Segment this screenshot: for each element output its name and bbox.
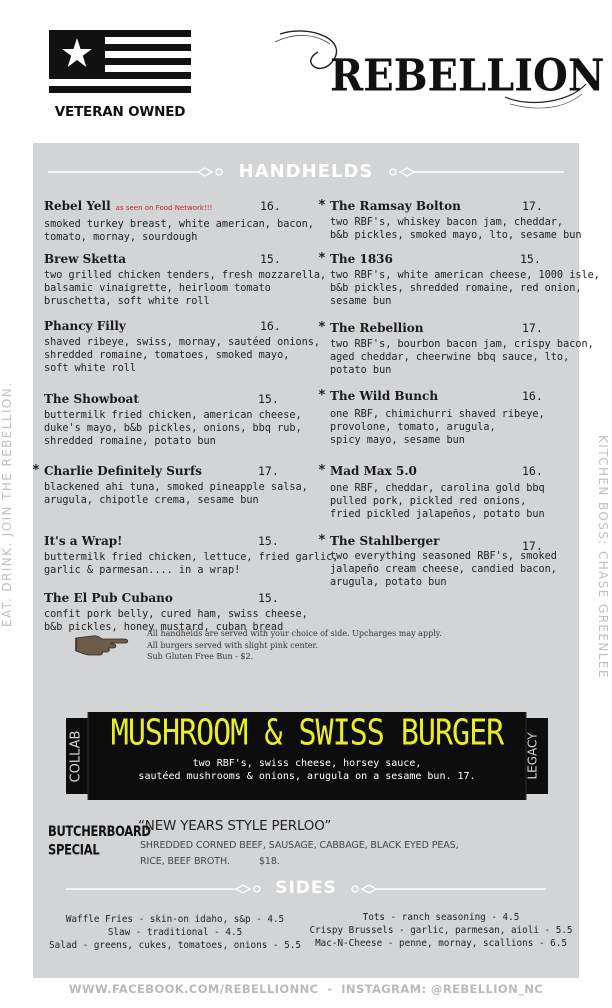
side-item: Slaw - traditional - 4.5 <box>107 927 243 938</box>
item-desc-line: tomato, mornay, sourdough <box>44 232 198 243</box>
item-desc-line: one RBF, cheddar, carolina gold bbq <box>330 483 545 494</box>
collab-description <box>96 757 518 783</box>
butcherboard-label <box>48 822 151 860</box>
special-desc-line: RICE, BEEF BROTH. $18. <box>140 856 280 867</box>
sides-title: SIDES <box>275 878 337 898</box>
item-desc-line: balsamic vinaigrette, heirloom tomato <box>44 283 271 294</box>
item-desc-line: two RBF's, white american cheese, 1000 isle, <box>330 270 600 281</box>
divider-right-icon <box>384 165 564 179</box>
kitchen-boss-vertical: KITCHEN BOSS: CHASE GREENLEE <box>596 435 610 679</box>
item-desc-line: b&b pickles, shredded romaine, red onion, <box>330 283 582 294</box>
divider-right-icon <box>346 882 546 896</box>
side-item: Waffle Fries - skin-on idaho, s&p - 4.5 <box>65 914 285 925</box>
brand-title: REBELLION <box>330 50 605 102</box>
item-desc-line: one RBF, chimichurri shaved ribeye, <box>330 409 545 420</box>
item-name: The 1836 <box>330 252 393 266</box>
special-description <box>140 838 459 870</box>
menu-item-brew-sketta <box>44 252 327 308</box>
item-desc-line: duke's mayo, b&b pickles, onions, bbq rub, <box>44 423 302 434</box>
side-item: Crispy Brussels - garlic, parmesan, aioli - 5.5 <box>309 925 573 936</box>
collab-desc-line: two RBF's, swiss cheese, horsey sauce, <box>192 758 422 769</box>
item-price: 16. <box>260 199 281 213</box>
item-desc-line: aged cheddar, cheerwine bbq sauce, lto, <box>330 352 570 363</box>
item-desc-line: buttermilk fried chicken, american cheese, <box>44 410 302 421</box>
menu-item-ramsay-bolton <box>318 198 582 242</box>
divider-left-icon <box>48 165 228 179</box>
side-item: Tots - ranch seasoning - 4.5 <box>362 912 520 923</box>
item-desc-line: buttermilk fried chicken, lettuce, fried garlic, <box>44 552 339 563</box>
star-icon: * <box>318 388 326 403</box>
menu-item-the-1836 <box>318 251 600 308</box>
sides-left-list <box>30 913 320 952</box>
handhelds-title: HANDHELDS <box>238 161 374 182</box>
veteran-owned-label: VETERAN OWNED <box>54 104 186 120</box>
item-price: 17. <box>522 199 543 213</box>
item-desc-line: shredded romaine, tomatoes, smoked mayo, <box>44 350 290 361</box>
item-price: 17. <box>258 464 279 478</box>
item-name: Charlie Definitely Surfs <box>44 464 202 478</box>
item-name: The Stahlberger <box>330 534 440 548</box>
item-name: Phancy Filly <box>44 319 126 333</box>
item-price: 16. <box>522 464 543 478</box>
menu-item-the-showboat <box>44 392 302 448</box>
menu-item-phancy-filly <box>44 319 321 375</box>
star-icon: * <box>318 251 326 266</box>
item-price: 15. <box>258 591 279 605</box>
item-price: 15. <box>520 252 541 266</box>
item-desc-line: arugula, chipotle crema, sesame bun <box>44 495 259 506</box>
item-desc-line: pulled pork, pickled red onions, <box>330 496 527 507</box>
item-name: The Ramsay Bolton <box>330 199 461 213</box>
menu-item-its-a-wrap <box>44 534 339 577</box>
legacy-label <box>521 721 545 791</box>
menu-item-rebel-yell <box>44 199 314 244</box>
item-desc-line: provolone, tomato, arugula, <box>330 422 496 433</box>
collab-desc-line: sautéed mushrooms & onions, arugula on a sesame bun. 17. <box>138 771 476 782</box>
menu-item-the-stahlberger <box>318 533 570 589</box>
note-line: All burgers served with slight pink center. <box>147 640 319 650</box>
menu-item-the-wild-bunch <box>318 388 560 447</box>
star-icon: * <box>318 320 326 335</box>
item-price: 16. <box>260 319 281 333</box>
sides-right-list <box>286 911 596 950</box>
side-item: Mac-N-Cheese - penne, mornay, scallions - 6.5 <box>315 938 567 949</box>
item-desc-line: arugula, potato bun <box>330 577 447 588</box>
item-name: Mad Max 5.0 <box>330 464 417 478</box>
footer-social: WWW.FACEBOOK.COM/REBELLIONNC - INSTAGRAM: @REBELLION_NC <box>68 982 544 996</box>
item-desc-line: garlic & parmesan.... in a wrap! <box>44 565 241 576</box>
item-price: 15. <box>258 392 279 406</box>
item-desc-line: soft white roll <box>44 363 137 374</box>
item-name: Rebel Yell <box>44 199 111 213</box>
item-desc-line: two RBF's, whiskey bacon jam, cheddar, <box>330 217 564 228</box>
item-desc-line: sesame bun <box>330 296 392 307</box>
item-note: as seen on Food Network!!! <box>115 204 213 212</box>
item-name: The Showboat <box>44 392 139 406</box>
divider-left-icon <box>66 882 266 896</box>
item-desc-line: confit pork belly, cured ham, swiss cheese, <box>44 609 308 620</box>
note-line: All handhelds are served with your choice of side. Upcharges may apply. <box>147 629 442 638</box>
item-desc-line: two RBF's, bourbon bacon jam, crispy bacon, <box>330 339 594 350</box>
special-desc-line: SHREDDED CORNED BEEF, SAUSAGE, CABBAGE, BLACK EYED PEAS, <box>140 840 459 851</box>
item-name: The Wild Bunch <box>330 389 439 403</box>
butcherboard-label-line: SPECIAL <box>48 840 100 859</box>
item-name: It's a Wrap! <box>44 534 123 548</box>
item-price: 15. <box>260 252 281 266</box>
star-icon: * <box>32 463 40 478</box>
flag-icon <box>49 30 191 100</box>
menu-item-charlie-definitely-surfs <box>32 463 308 507</box>
item-desc-line: spicy mayo, sesame bun <box>330 435 465 446</box>
item-desc-line: two everything seasoned RBF's, smoked <box>330 551 557 562</box>
item-desc-line: shaved ribeye, swiss, mornay, sautéed onions, <box>44 337 321 348</box>
item-name: Brew Sketta <box>44 252 127 266</box>
item-price: 17. <box>522 321 543 335</box>
side-item: Salad - greens, cukes, tomatoes, onions - 5.5 <box>49 940 301 951</box>
item-desc-line: potato bun <box>330 365 392 376</box>
item-desc-line: b&b pickles, honey mustard, cuban bread <box>44 622 284 633</box>
pointing-hand-icon <box>74 630 134 656</box>
star-icon: * <box>318 533 326 548</box>
item-price: 16. <box>522 389 543 403</box>
item-desc-line: b&b pickles, smoked mayo, lto, sesame bun <box>330 230 582 241</box>
collab-title: MUSHROOM & SWISS BURGER <box>110 712 504 754</box>
item-desc-line: shredded romaine, potato bun <box>44 436 216 447</box>
menu-item-mad-max <box>318 463 560 521</box>
slogan-vertical: EAT. DRINK. JOIN THE REBELLION. <box>0 381 14 627</box>
collab-label <box>64 721 88 791</box>
item-desc-line: jalapeño cream cheese, candied bacon, <box>330 564 557 575</box>
legacy-label-text: LEGACY <box>526 732 540 780</box>
star-icon: * <box>318 198 326 213</box>
handhelds-notes <box>147 628 442 663</box>
menu-item-the-rebellion <box>318 320 594 377</box>
item-desc-line: smoked turkey breast, white american, bacon, <box>44 219 314 230</box>
item-desc-line: fried pickled jalapeños, potato bun <box>330 509 545 520</box>
item-price: 17. <box>522 539 543 553</box>
butcherboard-label-line: BUTCHERBOARD <box>48 822 151 840</box>
item-desc-line: two grilled chicken tenders, fresh mozzarella, <box>44 270 327 281</box>
special-title: “NEW YEARS STYLE PERLOO” <box>138 818 332 834</box>
item-desc-line: bruschetta, soft white roll <box>44 296 210 307</box>
item-desc-line: blackened ahi tuna, smoked pineapple salsa, <box>44 482 308 493</box>
collab-label-text: COLLAB <box>68 730 84 782</box>
item-name: The El Pub Cubano <box>44 591 173 605</box>
item-price: 15. <box>258 534 279 548</box>
star-icon: * <box>318 463 326 478</box>
item-name: The Rebellion <box>330 321 424 335</box>
note-line: Sub Gluten Free Bun - $2. <box>147 652 254 661</box>
